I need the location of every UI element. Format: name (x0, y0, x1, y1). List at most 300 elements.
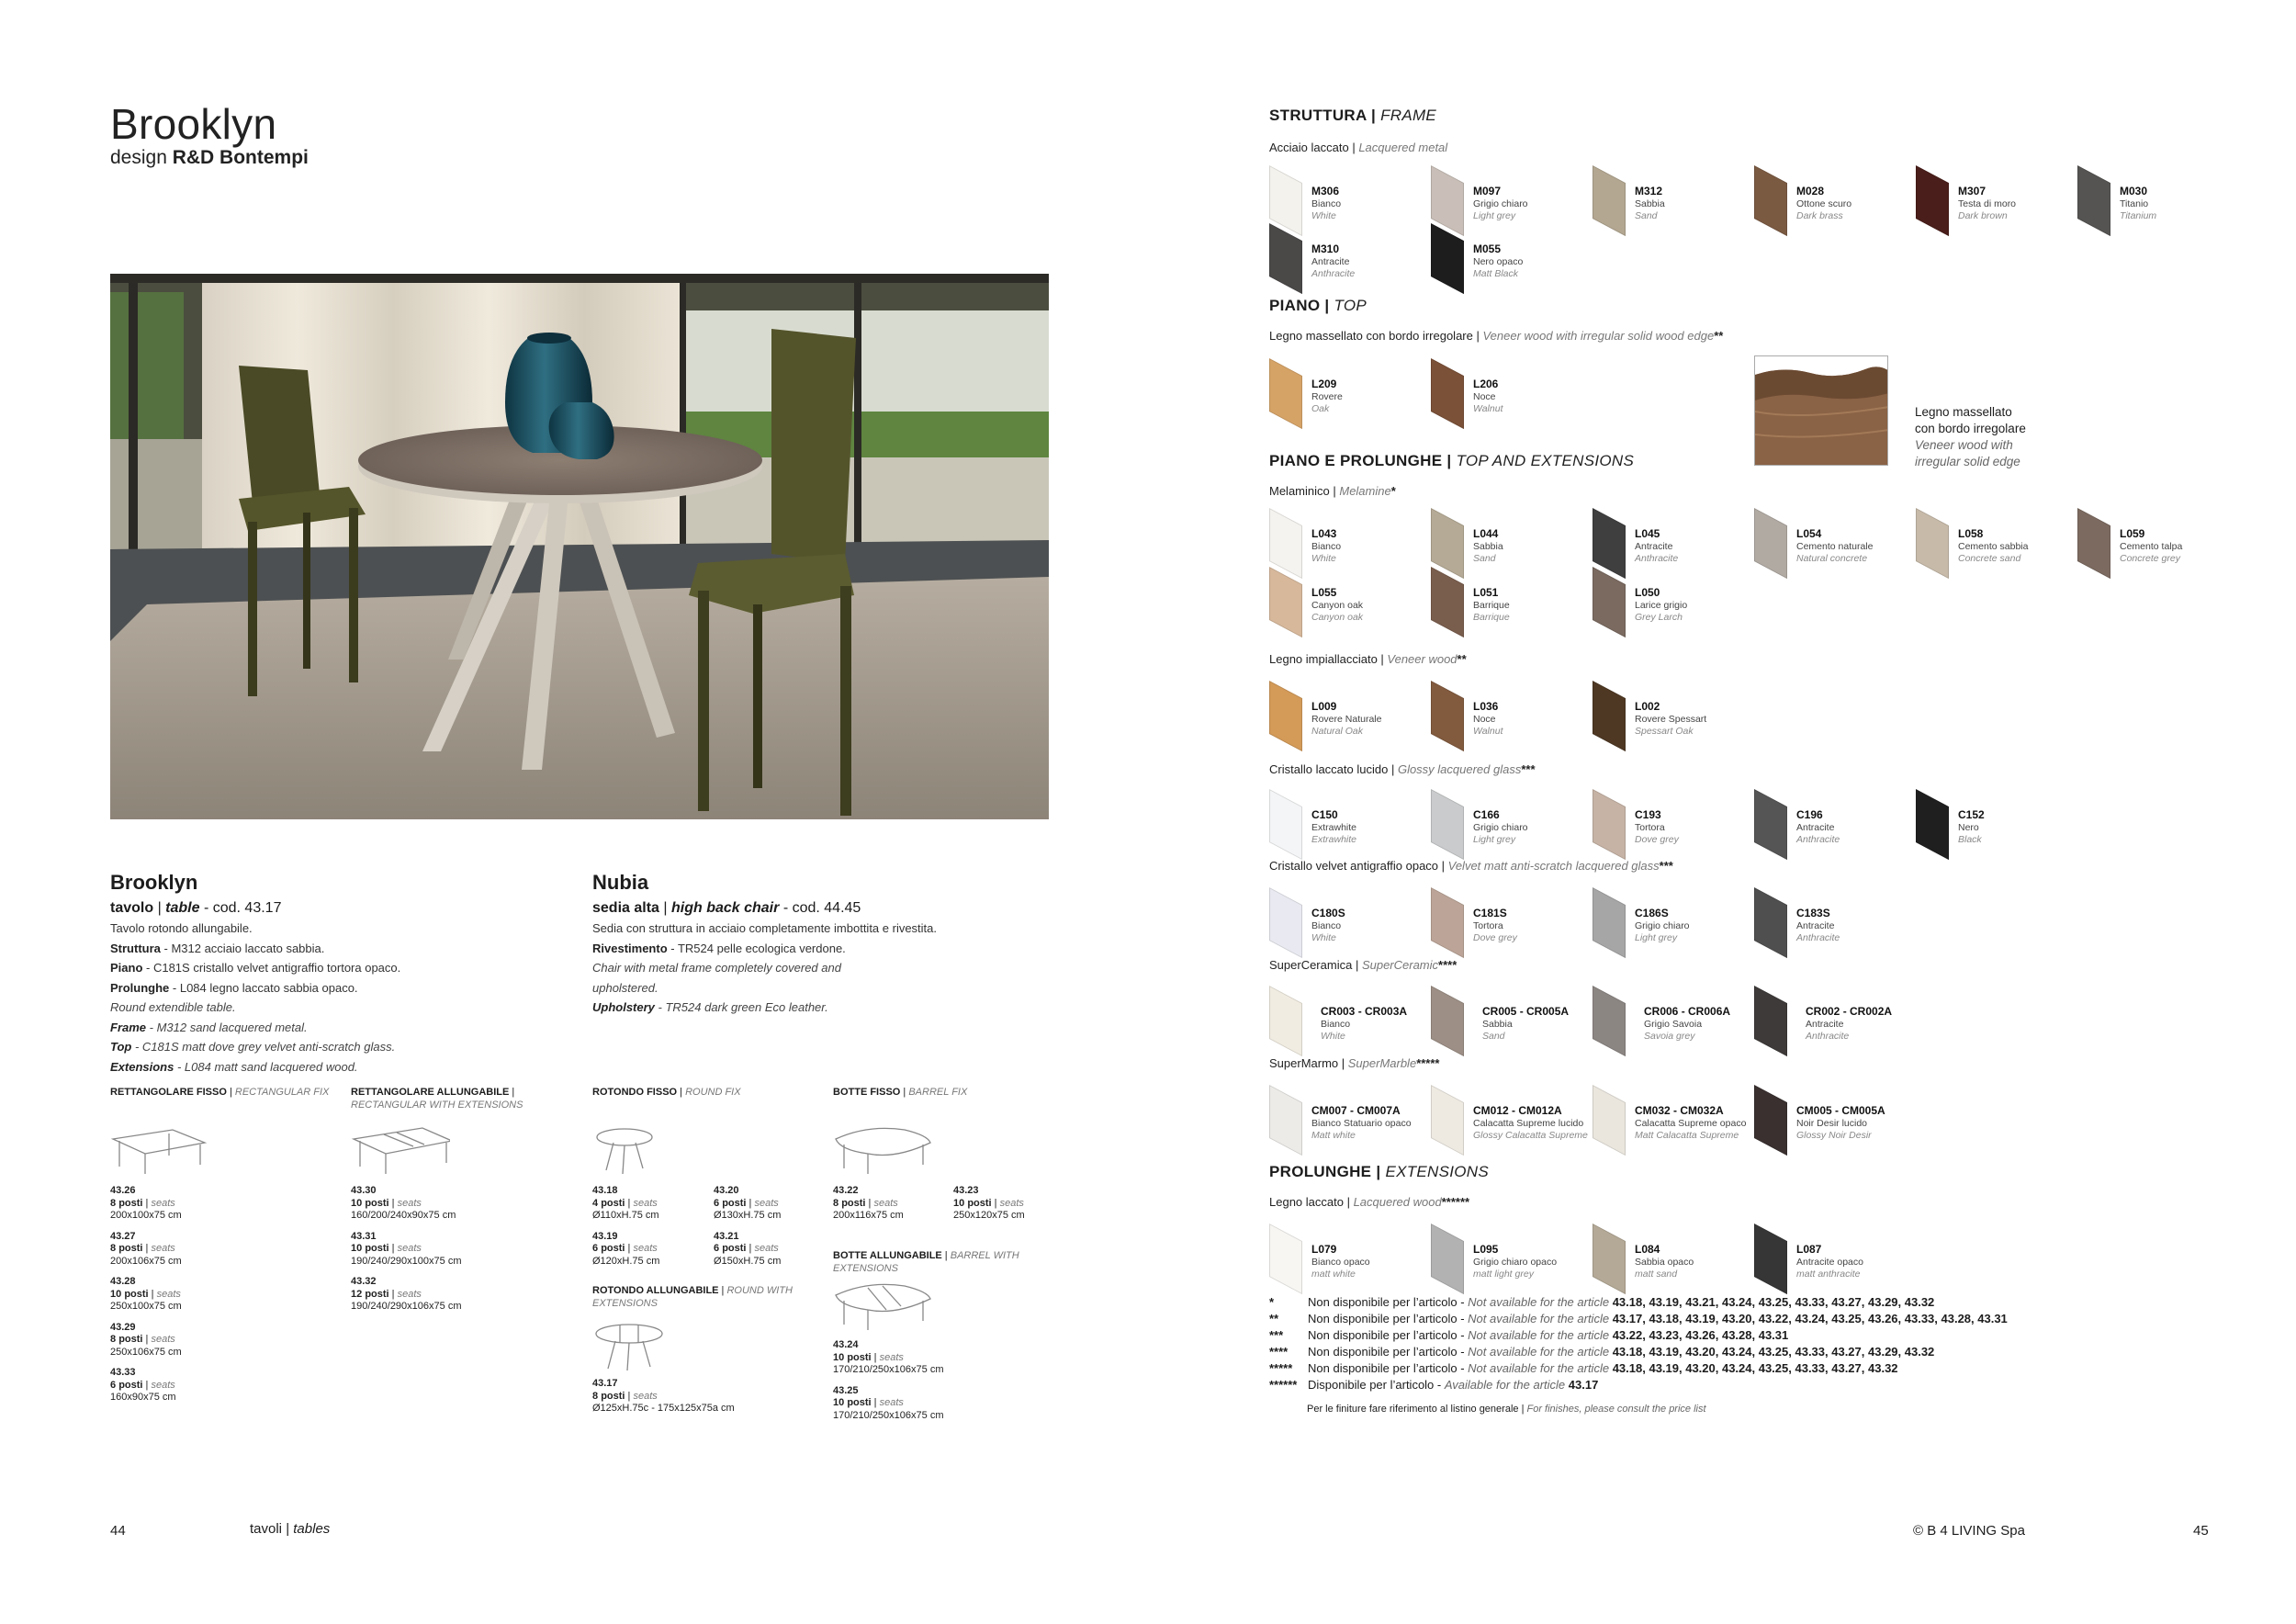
spec-dimensions: 160x90x75 cm (110, 1392, 176, 1403)
spec-code: 43.25 (833, 1384, 859, 1396)
finish-group-marks: ****** (1441, 1195, 1470, 1209)
finish-name-en: matt sand (1635, 1269, 1678, 1280)
spec-seats: 8 posti | seats (592, 1390, 658, 1402)
designer-name: R&D Bontempi (172, 147, 309, 168)
finish-name-it: Rovere Spessart (1635, 714, 1707, 725)
finish-label (1473, 186, 1528, 222)
variant-title-it: RETTANGOLARE ALLUNGABILE (351, 1087, 510, 1098)
finish-name-it: Sabbia opaco (1635, 1257, 1694, 1268)
finish-label (1958, 809, 1985, 846)
finish-name-it: Noir Desir lucido (1796, 1118, 1868, 1129)
spec-seat-count: 4 (592, 1197, 599, 1209)
finish-code: C186S (1635, 907, 1669, 919)
finish-group-en: Lacquered wood (1353, 1195, 1442, 1209)
finish-name-it: Sabbia (1635, 198, 1665, 209)
description-line (592, 919, 1070, 939)
finish-swatch (1269, 887, 1302, 958)
variant-title-en: BARREL FIX (908, 1087, 968, 1098)
wood-edge-illustration (1755, 356, 1888, 466)
finish-swatch (1593, 681, 1626, 751)
description-line (110, 998, 551, 1018)
room-photo (110, 274, 1049, 819)
product-name: Nubia (592, 871, 649, 894)
variant-title-it: ROTONDO ALLUNGABILE (592, 1285, 719, 1296)
spec-seat-count: 6 (714, 1243, 720, 1254)
page-title: Brooklyn (110, 100, 277, 148)
spec-dimensions: 250x120x75 cm (953, 1210, 1025, 1221)
finish-name-it: Sabbia (1473, 541, 1503, 552)
availability-note: *** Non disponibile per l’articolo - Not available for the article 43.22, 43.23, 43.26, 43.28, 43.31 (1269, 1328, 1789, 1342)
spec-code: 43.20 (714, 1185, 739, 1196)
spec-dimensions: 250x100x75 cm (110, 1301, 182, 1312)
finish-swatch (1916, 165, 1949, 236)
finish-name-it: Tortora (1473, 920, 1503, 931)
spec-seat-count: 6 (592, 1243, 599, 1254)
spec-seat-count: 12 (351, 1288, 363, 1300)
finish-label (1311, 1105, 1412, 1142)
variant-title-it: ROTONDO FISSO (592, 1087, 678, 1098)
finish-name-it: Bianco Statuario opaco (1311, 1118, 1412, 1129)
edge-detail-image (1754, 355, 1888, 466)
description-line (110, 939, 551, 959)
finish-swatch (1431, 1224, 1464, 1294)
finish-name-it: Canyon oak (1311, 600, 1364, 611)
spec-list (110, 1185, 182, 1404)
description-line (110, 1018, 551, 1038)
product-code: - cod. 44.45 (782, 900, 861, 916)
seat-label-en: seats (151, 1334, 175, 1345)
availability-note: ***** Non disponibile per l’articolo - Not available for the article 43.18, 43.19, 43.20, 43.24, 43.25, 43.33, 43.27, 43.32 (1269, 1361, 1898, 1375)
spec-dimensions: 170/210/250x106x75 cm (833, 1364, 944, 1375)
finish-name-it: Rovere Naturale (1311, 714, 1382, 725)
seat-label-it: posti (118, 1197, 143, 1209)
finish-swatch (2077, 508, 2110, 579)
finish-name-it: Noce (1473, 714, 1496, 725)
finish-name-en: matt anthracite (1796, 1269, 1861, 1280)
finish-name-it: Antracite (1796, 822, 1835, 833)
variant-title: BOTTE FISSO | BARREL FIX (833, 1087, 968, 1098)
spec-seat-count: 10 (351, 1197, 363, 1209)
seat-label-en: seats (156, 1288, 181, 1300)
finish-code: L044 (1473, 527, 1499, 540)
finish-name-en: Light grey (1635, 932, 1678, 943)
note-marker: ***** (1269, 1361, 1293, 1375)
finish-swatch (1593, 789, 1626, 860)
finish-swatch (1269, 567, 1302, 637)
spec-dimensions: Ø150xH.75 cm (714, 1255, 782, 1267)
seat-label-en: seats (873, 1197, 898, 1209)
finish-label (1473, 908, 1517, 944)
finish-swatch (1431, 986, 1464, 1056)
finish-name-en: Titanium (2120, 210, 2157, 221)
finish-name-en: Anthracite (1796, 932, 1840, 943)
section-title-it: PIANO E PROLUNGHE (1269, 452, 1443, 469)
finish-code: C152 (1958, 808, 1985, 821)
finish-name-it: Grigio chiaro (1473, 822, 1528, 833)
finish-name-it: Grigio Savoia (1644, 1019, 1703, 1030)
spec-seats: 10 posti | seats (351, 1243, 422, 1254)
table-silhouette-barrel (831, 1122, 932, 1176)
spec-list (833, 1185, 904, 1223)
note-marker: **** (1269, 1345, 1289, 1359)
spec-code: 43.19 (592, 1230, 618, 1242)
finish-label (1311, 809, 1356, 846)
availability-note: ****** Disponibile per l’articolo - Available for the article 43.17 (1269, 1378, 1599, 1392)
seat-label-it: posti (118, 1334, 143, 1345)
finish-name-en: Natural concrete (1796, 553, 1868, 564)
section-title-en: TOP (1334, 297, 1367, 314)
finish-swatch (1593, 165, 1626, 236)
note-codes: 43.17 (1568, 1378, 1599, 1392)
finish-label (1806, 1006, 1892, 1043)
finish-label (1635, 186, 1665, 222)
finish-swatch (1593, 887, 1626, 958)
section-title-en: FRAME (1380, 107, 1437, 124)
copyright: © B 4 LIVING Spa (1913, 1523, 2025, 1539)
finish-swatch (1754, 789, 1787, 860)
note-text-en: Available for the article (1444, 1378, 1566, 1392)
finish-label (1635, 1105, 1746, 1142)
description-text: upholstered. (592, 980, 658, 995)
finish-swatch (1269, 1224, 1302, 1294)
finish-name-en: matt light grey (1473, 1269, 1534, 1280)
spec-code: 43.33 (110, 1367, 136, 1378)
finish-group-title: SuperMarmo | SuperMarble***** (1269, 1056, 1440, 1070)
finish-name-en: Grey Larch (1635, 612, 1683, 623)
designer-prefix: design (110, 147, 173, 168)
finish-group-title: SuperCeramica | SuperCeramic**** (1269, 958, 1458, 972)
section-title-it: PIANO (1269, 297, 1321, 314)
note-codes: 43.18, 43.19, 43.20, 43.24, 43.25, 43.33, 43.27, 43.32 (1612, 1361, 1898, 1375)
finish-name-it: Cemento naturale (1796, 541, 1874, 552)
finish-label (1796, 908, 1840, 944)
spec-dimensions: 190/240/290x100x75 cm (351, 1255, 462, 1267)
finish-name-it: Bianco (1311, 198, 1342, 209)
seat-label-en: seats (879, 1351, 904, 1363)
seat-label-en: seats (151, 1243, 175, 1254)
description-label: Upholstery (592, 1000, 655, 1014)
finish-label (1796, 528, 1873, 565)
note-text-it: Non disponibile per l’articolo (1308, 1328, 1458, 1342)
finish-group-marks: ***** (1416, 1056, 1440, 1070)
description-line (110, 958, 551, 978)
finish-swatch (1754, 1224, 1787, 1294)
seat-label-it: posti (118, 1243, 143, 1254)
finish-name-en: Anthracite (1806, 1031, 1850, 1042)
spec-list (714, 1185, 781, 1268)
finish-group-marks: **** (1438, 958, 1458, 972)
finish-name-en: Anthracite (1796, 834, 1840, 845)
spec-code: 43.22 (833, 1185, 859, 1196)
finish-name-en: Sand (1635, 210, 1658, 221)
spec-list (351, 1185, 461, 1314)
seat-label-it: posti (722, 1197, 747, 1209)
page-number-left: 44 (110, 1523, 126, 1539)
spec-dimensions: 250x106x75 cm (110, 1346, 182, 1358)
finish-label (1311, 587, 1363, 624)
finish-code: CM007 - CM007A (1311, 1104, 1401, 1117)
finish-name-en: Concrete sand (1958, 553, 2021, 564)
seat-label-it: posti (601, 1243, 625, 1254)
finish-name-en: Dark brass (1796, 210, 1843, 221)
finish-name-en: Light grey (1473, 834, 1516, 845)
seat-label-it: posti (601, 1197, 625, 1209)
spec-dimensions: 170/210/250x106x75 cm (833, 1409, 944, 1421)
finish-name-it: Antracite opaco (1796, 1257, 1863, 1268)
finish-swatch (1431, 789, 1464, 860)
variant-title: BOTTE ALLUNGABILE | BARREL WITH EXTENSIONS (833, 1250, 1019, 1274)
finish-swatch (1431, 567, 1464, 637)
description-text: Sedia con struttura in acciaio completamente imbottita e rivestita. (592, 921, 938, 935)
finish-code: M028 (1796, 185, 1825, 197)
finish-label (1635, 809, 1679, 846)
finish-code: L059 (2120, 527, 2145, 540)
finish-code: CR005 - CR005A (1482, 1005, 1570, 1018)
finish-code: M097 (1473, 185, 1502, 197)
room-scene-illustration (110, 274, 1049, 819)
finish-name-en: Concrete grey (2120, 553, 2180, 564)
finish-code: L055 (1311, 586, 1337, 599)
spec-dimensions: Ø125xH.75c - 175x125x75a cm (592, 1403, 735, 1414)
description-line (592, 958, 1070, 978)
seat-label-en: seats (151, 1197, 175, 1209)
spec-seats: 12 posti | seats (351, 1288, 422, 1300)
description-line (110, 1037, 551, 1057)
finish-label (1473, 378, 1503, 415)
description-text: - M312 sand lacquered metal. (146, 1020, 308, 1034)
finish-label (1473, 809, 1528, 846)
spec-seat-count: 10 (833, 1351, 845, 1363)
finish-code: M312 (1635, 185, 1663, 197)
finish-name-en: Savoia grey (1644, 1031, 1695, 1042)
finish-name-it: Grigio chiaro (1635, 920, 1690, 931)
variant-title: RETTANGOLARE ALLUNGABILE | RECTANGULAR WITH EXTENSIONS (351, 1087, 523, 1111)
finish-group-en: Veneer wood (1387, 652, 1458, 666)
description-line (592, 998, 1070, 1018)
note-marker: *** (1269, 1328, 1284, 1342)
finish-name-en: Light grey (1473, 210, 1516, 221)
finish-name-en: Sand (1473, 553, 1496, 564)
finish-name-en: White (1311, 932, 1336, 943)
finish-label (1796, 186, 1851, 222)
finish-name-it: Bianco (1311, 920, 1342, 931)
spec-code: 43.21 (714, 1230, 739, 1242)
finish-label (2120, 528, 2182, 565)
table-silhouette-barrelext (831, 1279, 932, 1332)
finish-code: L095 (1473, 1243, 1499, 1256)
finish-code: M307 (1958, 185, 1986, 197)
product-description (592, 919, 1070, 1018)
finish-label (1635, 701, 1706, 738)
finish-label (2120, 186, 2156, 222)
finish-group-it: SuperMarmo (1269, 1056, 1339, 1070)
spec-code: 43.23 (953, 1185, 979, 1196)
finish-name-en: Glossy Noir Desir (1796, 1130, 1872, 1141)
product-description (110, 919, 551, 1077)
note-text-en: Not available for the article (1468, 1345, 1610, 1359)
spec-seat-count: 6 (714, 1197, 720, 1209)
description-label: Prolunghe (110, 980, 170, 995)
table-silhouette-rect (108, 1122, 209, 1176)
finish-group-en: SuperCeramic (1361, 958, 1439, 972)
availability-note: **** Non disponibile per l’articolo - Not available for the article 43.18, 43.19, 43.20, 43.24, 43.25, 43.33, 43.27, 43.29, 43.32 (1269, 1345, 1935, 1359)
finish-name-en: Dark brown (1958, 210, 2008, 221)
finish-group-en: SuperMarble (1347, 1056, 1417, 1070)
spec-code: 43.29 (110, 1321, 136, 1333)
finish-group-title: Acciaio laccato | Lacquered metal (1269, 141, 1448, 154)
spec-code: 43.17 (592, 1378, 618, 1389)
finish-code: C196 (1796, 808, 1823, 821)
spec-seats: 10 posti | seats (833, 1351, 904, 1363)
variant-title-en: BARREL WITH (950, 1250, 1019, 1261)
spec-dimensions: 190/240/290x106x75 cm (351, 1301, 462, 1312)
finish-swatch (1593, 508, 1626, 579)
finish-label (1482, 1006, 1569, 1043)
finish-group-title: Cristallo laccato lucido | Glossy lacquered glass*** (1269, 762, 1536, 776)
variant-title-en: ROUND WITH (726, 1285, 793, 1296)
finish-name-en: Barrique (1473, 612, 1510, 623)
finish-group-it: Cristallo velvet antigraffio opaco (1269, 859, 1439, 873)
section-title-it: PROLUNGHE (1269, 1163, 1372, 1180)
variant-title-it: BOTTE ALLUNGABILE (833, 1250, 942, 1261)
finish-group-title: Legno massellato con bordo irregolare | Veneer wood with irregular solid wood edge** (1269, 329, 1724, 343)
spec-seats: 10 posti | seats (833, 1397, 904, 1408)
spec-seats: 10 posti | seats (953, 1197, 1024, 1209)
finish-swatch (1269, 789, 1302, 860)
finish-code: L206 (1473, 378, 1499, 390)
seat-label-en: seats (397, 1243, 422, 1254)
finish-code: L045 (1635, 527, 1660, 540)
finish-code: CR006 - CR006A (1644, 1005, 1731, 1018)
seat-label-it: posti (365, 1243, 389, 1254)
note-codes: 43.22, 43.23, 43.26, 43.28, 43.31 (1612, 1328, 1789, 1342)
section-title: STRUTTURA | FRAME (1269, 107, 1437, 124)
description-label: Extensions (110, 1059, 174, 1074)
finish-swatch (1269, 1085, 1302, 1156)
finish-name-en: Glossy Calacatta Supreme (1473, 1130, 1588, 1141)
variant-title-en: ROUND FIX (685, 1087, 741, 1098)
spec-seat-count: 6 (110, 1379, 117, 1391)
spec-seats: 6 posti | seats (714, 1243, 779, 1254)
finish-swatch (1754, 887, 1787, 958)
finish-label (1796, 1105, 1885, 1142)
seat-label-en: seats (151, 1379, 175, 1391)
finish-label (1311, 186, 1341, 222)
spec-dimensions: 200x106x75 cm (110, 1255, 182, 1267)
spec-seats: 6 posti | seats (592, 1243, 658, 1254)
finish-name-en: White (1321, 1031, 1345, 1042)
seat-label-en: seats (999, 1197, 1024, 1209)
finish-label (1635, 1244, 1694, 1280)
note-text-it: Non disponibile per l’articolo (1308, 1361, 1458, 1375)
finish-name-en: Dove grey (1473, 932, 1517, 943)
product-name: Brooklyn (110, 871, 198, 894)
spec-seat-count: 8 (592, 1390, 599, 1402)
finish-code: L058 (1958, 527, 1984, 540)
spec-seat-count: 8 (110, 1334, 117, 1345)
finish-code: L079 (1311, 1243, 1337, 1256)
finish-group-marks: ** (1457, 652, 1467, 666)
description-text: - TR524 pelle ecologica verdone. (667, 941, 846, 955)
finish-code: M310 (1311, 242, 1340, 255)
availability-note: ** Non disponibile per l’articolo - Not available for the article 43.17, 43.18, 43.19, 43.20, 43.22, 43.24, 43.25, 43.26, 43.33, 43.28, 43.31 (1269, 1312, 2008, 1325)
finish-swatch (1431, 508, 1464, 579)
finish-code: L209 (1311, 378, 1337, 390)
finish-code: L043 (1311, 527, 1337, 540)
finish-group-marks: ** (1714, 329, 1724, 343)
finish-code: CM032 - CM032A (1635, 1104, 1724, 1117)
spec-dimensions: 200x116x75 cm (833, 1210, 904, 1221)
note-text-en: Not available for the article (1468, 1361, 1610, 1375)
finish-code: CR003 - CR003A (1321, 1005, 1408, 1018)
variant-title-en: RECTANGULAR FIX (234, 1087, 330, 1098)
finish-label (1635, 528, 1678, 565)
finish-swatch (1269, 986, 1302, 1056)
finish-group-it: Legno laccato (1269, 1195, 1344, 1209)
spec-dimensions: Ø130xH.75 cm (714, 1210, 782, 1221)
page-number-right: 45 (2193, 1523, 2209, 1539)
section-title: PROLUNGHE | EXTENSIONS (1269, 1163, 1490, 1180)
finish-label (1321, 1006, 1407, 1043)
seat-label-it: posti (118, 1379, 143, 1391)
finish-name-it: Bianco (1311, 541, 1342, 552)
table-silhouette-round (588, 1122, 689, 1176)
section-title-en: EXTENSIONS (1385, 1163, 1490, 1180)
finish-code: C150 (1311, 808, 1338, 821)
seat-label-it: posti (365, 1197, 389, 1209)
finish-label (1311, 528, 1341, 565)
spec-seat-count: 10 (953, 1197, 965, 1209)
variant-title: ROTONDO ALLUNGABILE | ROUND WITH EXTENSIONS (592, 1285, 793, 1309)
finish-swatch (1269, 508, 1302, 579)
description-text: - C181S matt dove grey velvet anti-scratch glass. (131, 1040, 396, 1054)
finish-name-it: Ottone scuro (1796, 198, 1852, 209)
finish-swatch (1916, 508, 1949, 579)
finish-code: L054 (1796, 527, 1822, 540)
seat-label-it: posti (967, 1197, 992, 1209)
finish-group-it: Acciaio laccato (1269, 141, 1349, 154)
seat-label-it: posti (124, 1288, 149, 1300)
note-text-en: Not available for the article (1468, 1328, 1610, 1342)
finish-code: M055 (1473, 242, 1502, 255)
description-label: Struttura (110, 941, 161, 955)
spec-dimensions: 200x100x75 cm (110, 1210, 182, 1221)
finish-label (1958, 186, 2016, 222)
finish-label (1958, 528, 2028, 565)
note-text-en: Not available for the article (1468, 1295, 1610, 1309)
description-label: Frame (110, 1020, 147, 1034)
note-text-it: Non disponibile per l’articolo (1308, 1295, 1458, 1309)
finish-group-it: Legno impiallacciato (1269, 652, 1378, 666)
note-text-en: Not available for the article (1468, 1312, 1610, 1325)
finish-swatch (1431, 1085, 1464, 1156)
finish-swatch (1593, 986, 1626, 1056)
finish-swatch (1269, 358, 1302, 429)
seat-label-en: seats (397, 1288, 422, 1300)
description-line (592, 978, 1070, 998)
finish-name-it: Antracite (1796, 920, 1835, 931)
seat-label-en: seats (633, 1197, 658, 1209)
finish-label (1796, 809, 1840, 846)
finish-swatch (1754, 508, 1787, 579)
finish-code: C181S (1473, 907, 1507, 919)
spec-seats: 4 posti | seats (592, 1197, 658, 1209)
finish-name-it: Barrique (1473, 600, 1510, 611)
finish-group-it: SuperCeramica (1269, 958, 1353, 972)
description-text: Round extendible table. (110, 1000, 236, 1014)
finish-code: CR002 - CR002A (1806, 1005, 1893, 1018)
finish-label (1473, 1244, 1557, 1280)
